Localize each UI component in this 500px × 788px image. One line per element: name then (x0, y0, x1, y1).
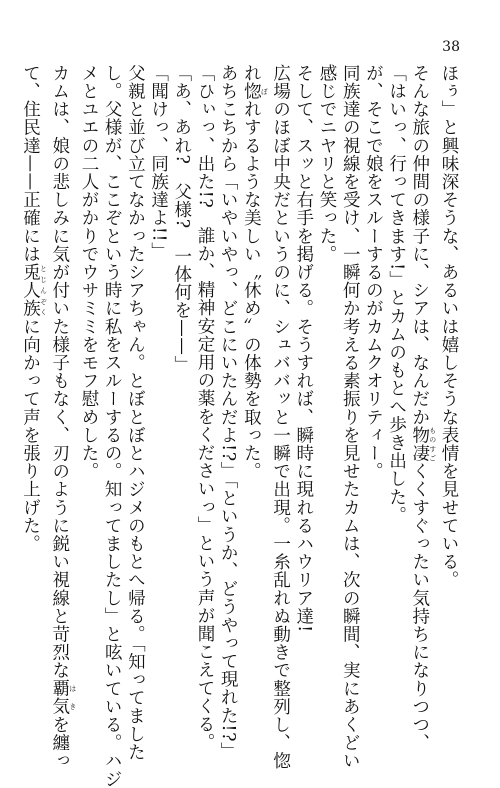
text-line: 「聞けっ、同族達よ!!」 (148, 64, 169, 261)
line-segment: くくすぐったい気持ちになりつつ、 (409, 462, 430, 752)
line-segment: て、住民達——正確には (20, 64, 41, 264)
text-line: メとユエの二人がかりでウサミミをモフ慰めした。 (78, 64, 99, 481)
text-line (408, 64, 437, 752)
ruby-reading: ぼ (260, 82, 269, 101)
page-number: 38 (442, 39, 460, 55)
ruby-annotation (20, 263, 48, 318)
ruby-base: 物凄 (409, 426, 430, 463)
text-line: ほぅ」と興味深そうな、あるいは嬉しそうな表情を見せている。 (439, 64, 459, 589)
ruby-annotation (241, 82, 269, 101)
text-line: 父親と並び立てなかったシアちゃん。とぼとぼとハジメのもとへ帰る。「知ってました (125, 64, 146, 762)
ruby-reading: ものすご (428, 426, 437, 463)
ruby-base: 惚 (241, 82, 262, 101)
text-line: 「ひぃっ、出た!? 誰か、精神安定用の薬をくださいっ」という声が聞こえてくる。 (194, 64, 215, 752)
ruby-base: 兎人族 (20, 263, 41, 318)
ruby-reading: はき (68, 679, 77, 716)
text-line: 感じでニヤリと笑った。 (316, 64, 337, 264)
text-line: 「あ、あれ? 父様? 一体何を——」 (171, 64, 192, 374)
line-segment: カムは、娘の悲しみに気が付いた様子もなく、刃のように鋭い視線と苛烈な (49, 64, 70, 680)
line-segment: そんな旅の仲間の様子に、シアは、なんだか (409, 64, 430, 426)
line-segment: を纏っ (49, 715, 70, 770)
line-segment: れ (241, 64, 262, 83)
ruby-annotation (409, 426, 437, 463)
line-segment: れするような美しい〝休め〟の体勢を取った。 (241, 100, 262, 481)
text-line: そして、スッと右手を掲げる。そうすれば、瞬時に現れるハウリア達! (293, 64, 314, 633)
text-line (18, 64, 47, 664)
text-line: 同族達の視線を受け、一瞬何か考える素振りを見せたカムは、次の瞬間、実にあくどい (340, 64, 361, 770)
text-line: あちこちから「いやいやっ、どこにいたんだよ!?」「というか、どうやって現れた!?」 (218, 64, 239, 761)
text-line: が、そこで娘をスルーするのがカムクオリティー。 (363, 64, 384, 481)
text-line (48, 64, 77, 770)
text-line: 「はいっ、行ってきます!」とカムのもとへ歩き出した。 (386, 64, 407, 525)
text-line: し。父様が、ここぞという時に私をスルーするの。知ってましたし」と呟いている。ハジ (102, 64, 123, 788)
line-segment: に向かって声を張り上げた。 (20, 317, 41, 553)
body-text (20, 64, 460, 788)
text-line: 広場のほぼ中央だというのに、シュババッと一瞬で出現。一糸乱れぬ動きで整列し、惚 (270, 64, 291, 770)
ruby-annotation (49, 679, 77, 716)
ruby-reading: とじんぞく (39, 263, 48, 318)
text-line (239, 64, 268, 664)
ruby-base: 覇気 (49, 679, 70, 716)
